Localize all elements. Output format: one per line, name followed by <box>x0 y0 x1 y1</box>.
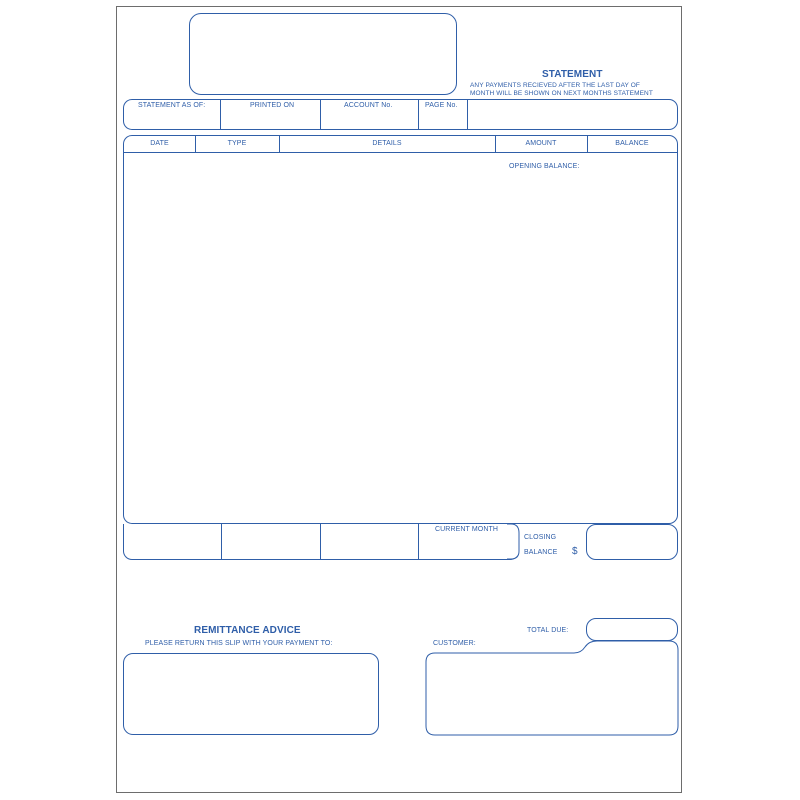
remittance-instruction: PLEASE RETURN THIS SLIP WITH YOUR PAYMENT TO: <box>145 640 333 647</box>
printed-on-label: PRINTED ON <box>250 102 295 109</box>
column-header-balance: BALANCE <box>615 140 649 147</box>
statement-info-row <box>123 99 678 130</box>
payment-address-box <box>123 653 379 735</box>
statement-as-of-label: STATEMENT AS OF: <box>138 102 206 109</box>
opening-balance-label: OPENING BALANCE: <box>509 163 580 170</box>
transactions-table <box>123 135 678 524</box>
statement-form-page <box>116 6 682 793</box>
closing-label: CLOSING <box>524 534 557 541</box>
totals-row-right-edge <box>507 523 527 563</box>
statement-notice-line2: MONTH WILL BE SHOWN ON NEXT MONTHS STATEMENT <box>470 90 653 97</box>
company-logo-box <box>189 13 457 95</box>
balance-label: BALANCE <box>524 549 558 556</box>
column-header-details: DETAILS <box>372 140 402 147</box>
column-header-amount: AMOUNT <box>525 140 557 147</box>
account-no-label: ACCOUNT No. <box>344 102 393 109</box>
statement-notice-line1: ANY PAYMENTS RECIEVED AFTER THE LAST DAY OF <box>470 82 640 89</box>
currency-symbol: $ <box>572 546 578 557</box>
remittance-title: REMITTANCE ADVICE <box>194 625 301 636</box>
customer-address-box <box>425 640 681 736</box>
page-no-label: PAGE No. <box>425 102 458 109</box>
column-header-type: TYPE <box>227 140 247 147</box>
current-month-label: CURRENT MONTH <box>435 526 499 533</box>
closing-balance-box <box>586 524 678 560</box>
column-header-date: DATE <box>150 140 169 147</box>
customer-label: CUSTOMER: <box>433 640 476 647</box>
total-due-label: TOTAL DUE: <box>527 627 569 634</box>
statement-title: STATEMENT <box>542 69 603 80</box>
total-due-box <box>586 618 678 641</box>
